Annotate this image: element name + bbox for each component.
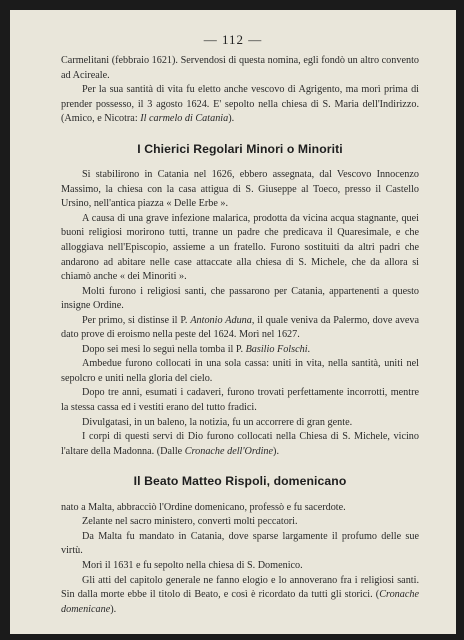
paragraph-text: Gli atti del capitolo generale ne fanno elogio e lo annoverano fra i religiosi santi. Sin dalla morte ebbe il titolo di Beato, e così è ricordato da tutti gli storici. ( (61, 574, 419, 601)
section-heading-rispoli: Il Beato Matteo Rispoli, domenicano (133, 474, 347, 489)
section1-paragraph: Divulgatasi, in un baleno, la notizia, fu un accorrere di gran gente. (82, 416, 353, 428)
paragraph-text: . (307, 343, 311, 355)
person-name: Antonio Aduna (190, 314, 252, 326)
intro-close: ). (228, 113, 235, 125)
paragraph-text: I corpi di questi servi di Dio furono collocati nella Chiesa di S. Michele, vicino l'altare della Madonna. (Dalle (61, 431, 419, 457)
section1-paragraph (61, 430, 419, 459)
section-heading-minoriti: I Chierici Regolari Minori o Minoriti (137, 141, 343, 156)
paragraph-text: Dopo sei mesi lo seguì nella tomba il P. (82, 343, 246, 355)
page-content (61, 54, 419, 617)
paragraph-text: ). (273, 445, 279, 457)
section2-paragraph (61, 574, 419, 618)
source-title: Il carmelo di Catania (140, 113, 229, 125)
paragraph-text: Per primo, si distinse il P. (82, 314, 191, 326)
section1-paragraph: Ambedue furono collocati in una sola cassa: uniti in vita, nella santità, uniti nel sepolcro e uniti nella gloria del cielo. (61, 358, 419, 384)
source-title: Cronache dell'Ordine (184, 445, 274, 457)
section1-paragraph: Dopo tre anni, esumati i cadaveri, furono trovati perfettamente incorrotti, mentre la stessa cassa ed i vestiti erano del tutto fradici. (61, 387, 419, 414)
section1-paragraph: A causa di una grave infezione malarica, prodotta da vicina acqua stagnante, quei buoni religiosi morirono tutti, tranne un padre che predicava il Quaresimale, e che alloggiava nell'Episcopio, assieme a un fratello. Furono sostituiti da altri padri che andarono ad abitare nelle case attaccate alla chiesa di S. Michele, che da allora si chiamò anche « dei Minoriti ». (61, 212, 419, 283)
book-page (10, 10, 456, 634)
section2-paragraph: Morì il 1631 e fu sepolto nella chiesa di S. Domenico. (82, 559, 303, 571)
paragraph-text: , il quale veniva da Palermo, dove aveva dato prove di eroismo nella peste del 1624. Morì nel 1627. (61, 314, 419, 341)
section1-paragraph: Molti furono i religiosi santi, che passarono per Catania, appartenenti a questo insigne Ordine. (61, 285, 419, 312)
intro-text: Per la sua santità di vita fu eletto anche vescovo di Agrigento, ma morì prima di prender possesso, il 3 agosto 1624. E' sepolto nella chiesa di S. Maria dell'Indirizzo. (Amico, e Nicotra: (61, 84, 419, 125)
source-title: Cronache domenicane (61, 589, 419, 615)
page-number: — 112 — (203, 32, 263, 47)
section2-paragraph: Da Malta fu mandato in Catania, dove sparse largamente il profumo delle sue virtù. (61, 530, 419, 557)
section1-paragraph (61, 314, 419, 343)
intro-paragraph-2 (61, 83, 419, 127)
section2-paragraph: Zelante nel sacro ministero, convertì molti peccatori. (82, 516, 298, 528)
intro-paragraph-1: Carmelitani (febbraio 1621). Servendosi di questa nomina, egli fondò un altro convento ad Acireale. (61, 55, 419, 81)
section2-paragraph: nato a Malta, abbracciò l'Ordine domenicano, professò e fu sacerdote. (61, 501, 346, 513)
section1-paragraph (61, 343, 419, 358)
section1-paragraph: Si stabilirono in Catania nel 1626, ebbero assegnata, dal Vescovo Innocenzo Massimo, la chiesa con la casa attigua di S. Giuseppe al Toeco, presso il Castello Ursino, nell'antica piazza « Delle Erbe ». (61, 169, 419, 210)
paragraph-text: ). (110, 603, 117, 615)
person-name: Basilio Folschi (245, 343, 308, 355)
